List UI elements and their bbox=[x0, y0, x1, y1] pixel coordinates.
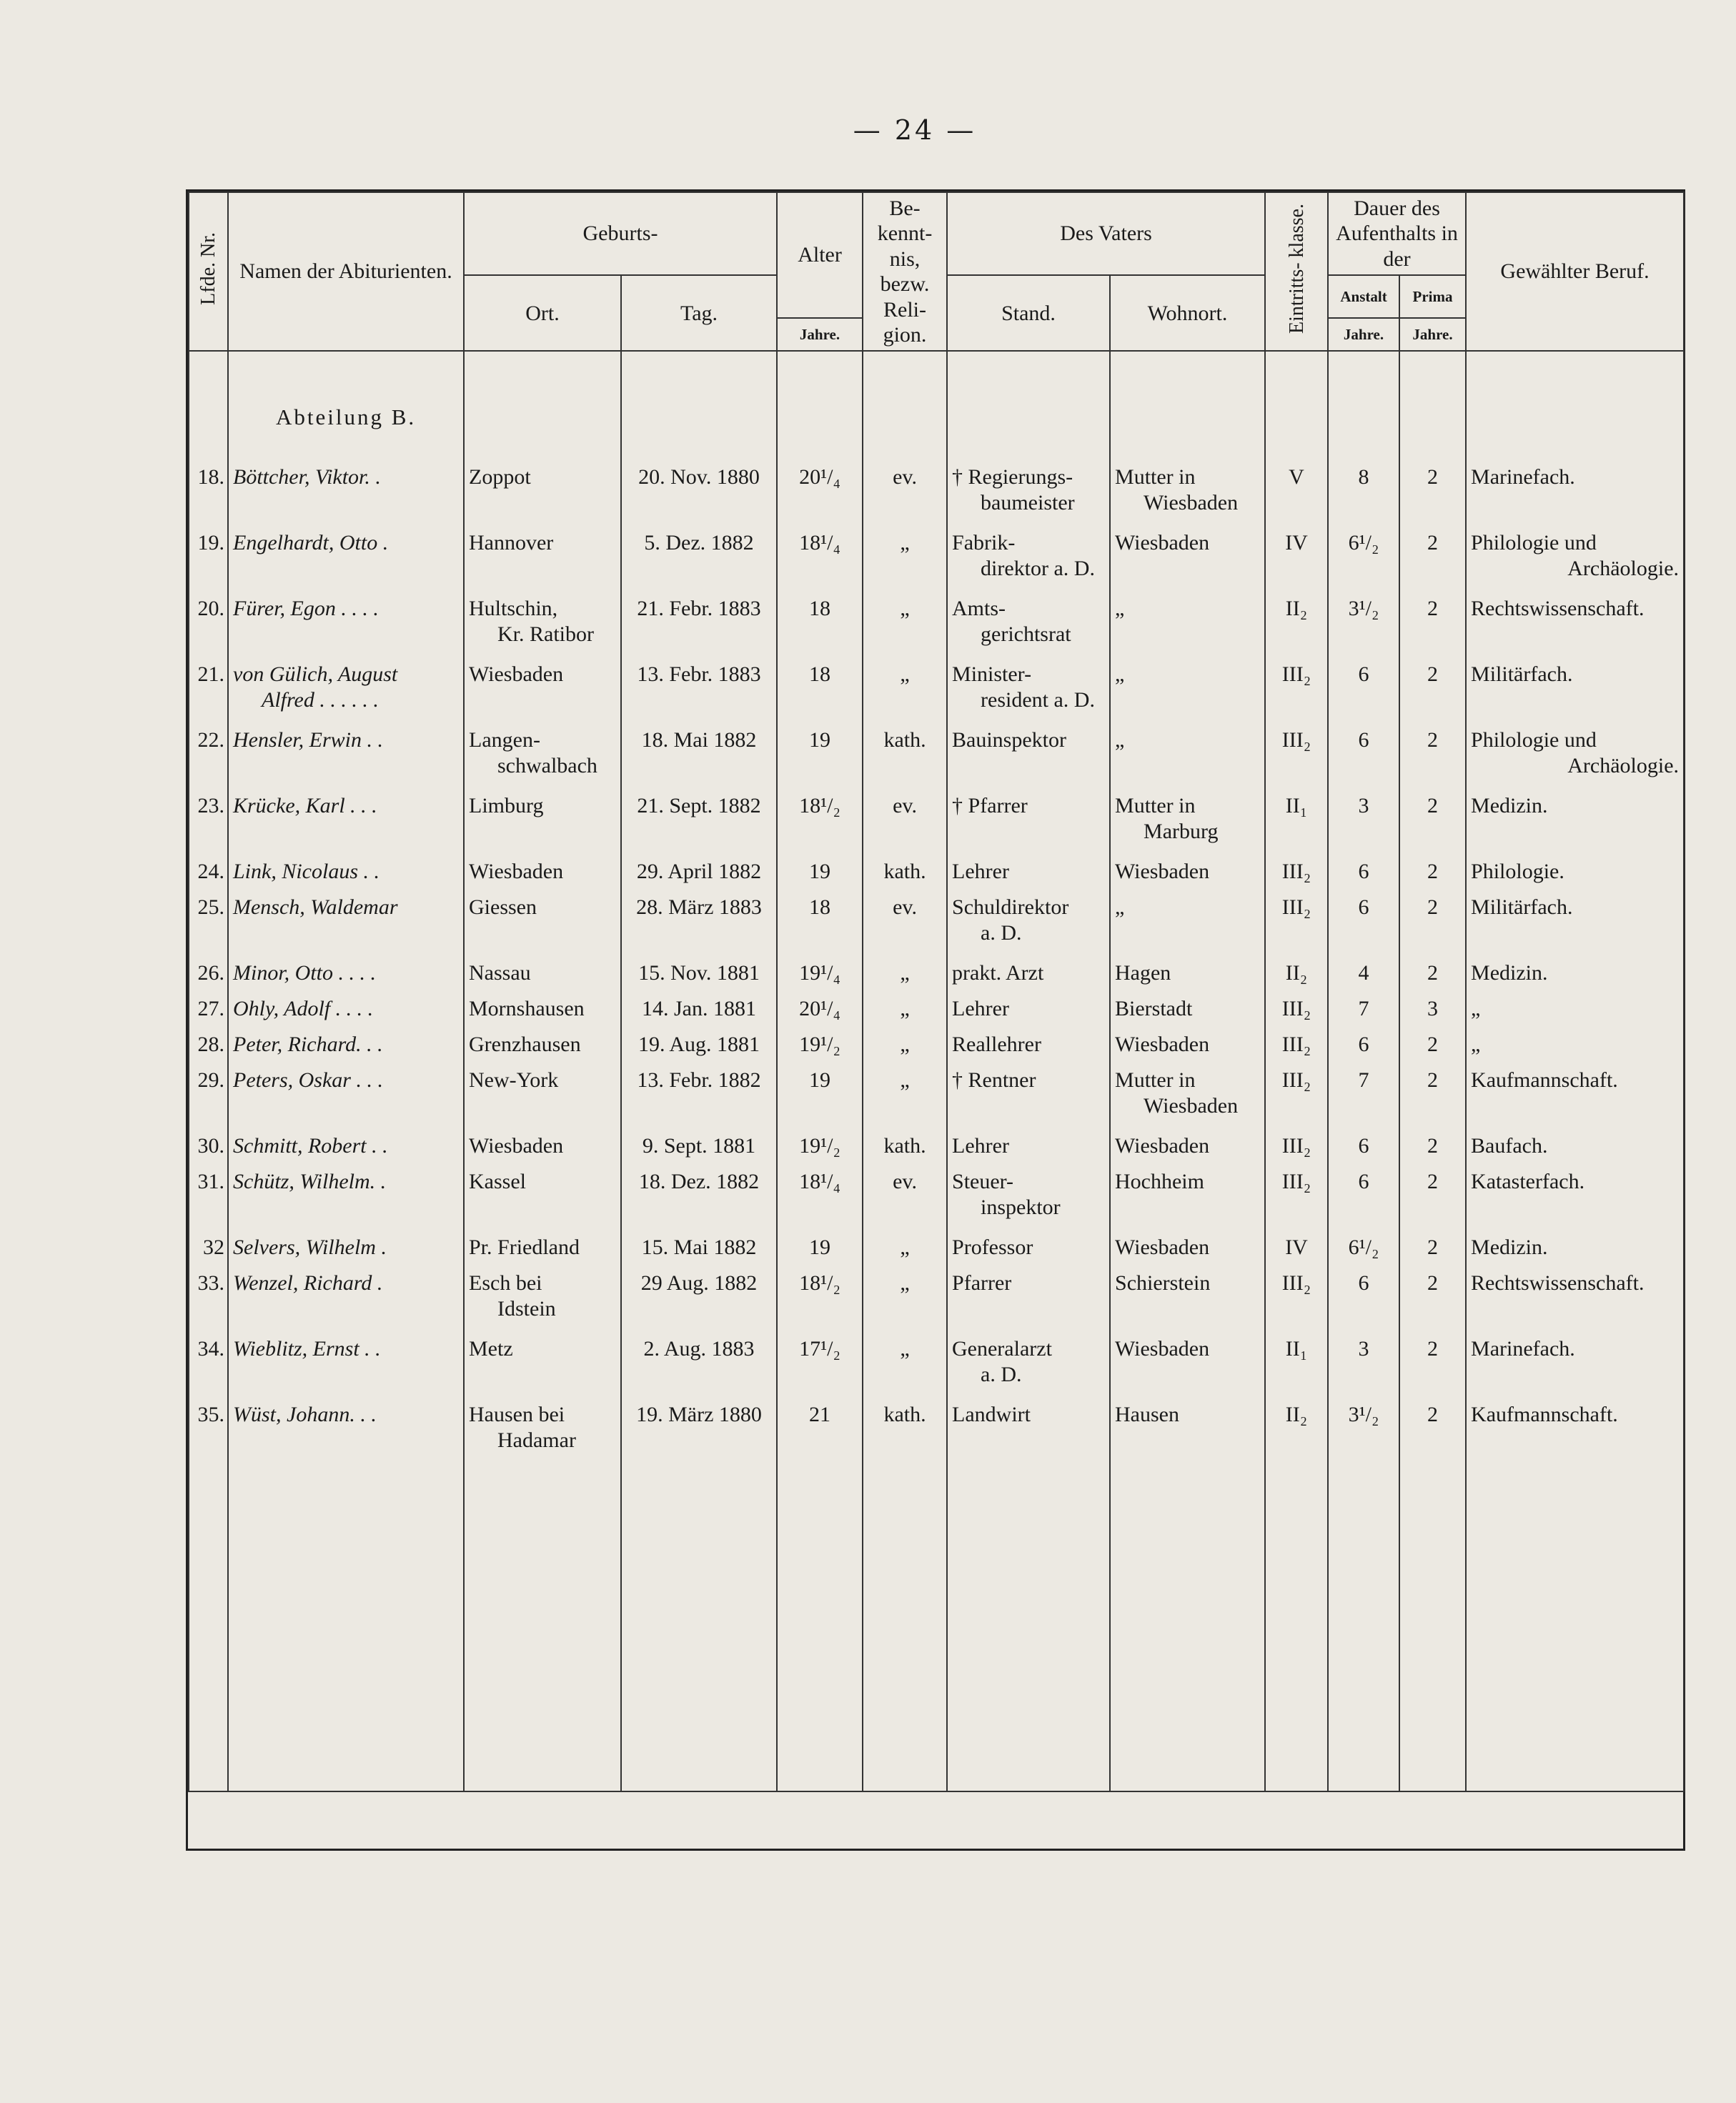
row-father-stand: Schuldirektor a. D. bbox=[947, 893, 1110, 959]
row-religion: „ bbox=[863, 959, 947, 995]
row-birth-date: 19. Aug. 1881 bbox=[621, 1030, 777, 1066]
row-father-stand: Bauinspektor bbox=[947, 726, 1110, 792]
row-father-stand: Professor bbox=[947, 1233, 1110, 1269]
row-age: 20¹/₄ bbox=[777, 995, 863, 1030]
row-religion: kath. bbox=[863, 857, 947, 893]
row-father-wohnort: „ bbox=[1110, 893, 1265, 959]
row-number: 34. bbox=[189, 1335, 228, 1401]
row-eintrittsklasse: V bbox=[1265, 463, 1328, 529]
row-number: 32 bbox=[189, 1233, 228, 1269]
row-prima-jahre: 2 bbox=[1399, 726, 1466, 792]
row-name: Selvers, Wilhelm . bbox=[228, 1233, 464, 1269]
row-birth-place: Wiesbaden bbox=[464, 857, 621, 893]
row-name: Wieblitz, Ernst . . bbox=[228, 1335, 464, 1401]
row-name: von Gülich, August Alfred . . . . . . bbox=[228, 660, 464, 726]
row-birth-place: Nassau bbox=[464, 959, 621, 995]
row-age: 21 bbox=[777, 1401, 863, 1466]
row-father-wohnort: Wiesbaden bbox=[1110, 857, 1265, 893]
row-birth-place: Hannover bbox=[464, 529, 621, 595]
row-anstalt-jahre: 6 bbox=[1328, 726, 1399, 792]
row-father-stand: Steuer- inspektor bbox=[947, 1168, 1110, 1233]
row-number: 27. bbox=[189, 995, 228, 1030]
table-row bbox=[189, 463, 1684, 529]
row-eintrittsklasse: II₁ bbox=[1265, 1335, 1328, 1401]
row-religion: kath. bbox=[863, 1401, 947, 1466]
row-prima-jahre: 2 bbox=[1399, 1066, 1466, 1132]
row-prima-jahre: 2 bbox=[1399, 857, 1466, 893]
row-birth-place: Langen- schwalbach bbox=[464, 726, 621, 792]
row-age: 19¹/₄ bbox=[777, 959, 863, 995]
row-father-stand: Lehrer bbox=[947, 857, 1110, 893]
row-birth-place: Hultschin, Kr. Ratibor bbox=[464, 595, 621, 660]
row-prima-jahre: 2 bbox=[1399, 1030, 1466, 1066]
table-row bbox=[189, 595, 1684, 660]
row-birth-place: Giessen bbox=[464, 893, 621, 959]
row-anstalt-jahre: 8 bbox=[1328, 463, 1399, 529]
row-anstalt-jahre: 6 bbox=[1328, 1030, 1399, 1066]
row-beruf: Rechtswissenschaft. bbox=[1466, 595, 1684, 660]
row-number: 35. bbox=[189, 1401, 228, 1466]
row-father-stand: Amts- gerichtsrat bbox=[947, 595, 1110, 660]
row-birth-place: Esch bei Idstein bbox=[464, 1269, 621, 1335]
row-beruf: Philologie und Archäologie. bbox=[1466, 529, 1684, 595]
row-prima-jahre: 2 bbox=[1399, 792, 1466, 857]
row-eintrittsklasse: III₂ bbox=[1265, 1066, 1328, 1132]
row-beruf: Kaufmannschaft. bbox=[1466, 1401, 1684, 1466]
row-number: 31. bbox=[189, 1168, 228, 1233]
row-name: Schütz, Wilhelm. . bbox=[228, 1168, 464, 1233]
row-religion: „ bbox=[863, 529, 947, 595]
row-anstalt-jahre: 6 bbox=[1328, 857, 1399, 893]
row-birth-date: 18. Mai 1882 bbox=[621, 726, 777, 792]
row-age: 18 bbox=[777, 660, 863, 726]
row-number: 29. bbox=[189, 1066, 228, 1132]
row-anstalt-jahre: 7 bbox=[1328, 1066, 1399, 1132]
row-number: 33. bbox=[189, 1269, 228, 1335]
row-birth-date: 19. März 1880 bbox=[621, 1401, 777, 1466]
row-beruf: Baufach. bbox=[1466, 1132, 1684, 1168]
table-body bbox=[189, 351, 1684, 1791]
row-beruf: Medizin. bbox=[1466, 959, 1684, 995]
row-age: 18 bbox=[777, 893, 863, 959]
abiturienten-table bbox=[188, 192, 1685, 1792]
row-name: Peters, Oskar . . . bbox=[228, 1066, 464, 1132]
row-age: 18¹/₄ bbox=[777, 1168, 863, 1233]
row-father-stand: † Pfarrer bbox=[947, 792, 1110, 857]
row-prima-jahre: 2 bbox=[1399, 463, 1466, 529]
row-age: 18 bbox=[777, 595, 863, 660]
row-prima-jahre: 2 bbox=[1399, 595, 1466, 660]
row-religion: „ bbox=[863, 660, 947, 726]
row-prima-jahre: 2 bbox=[1399, 1168, 1466, 1233]
row-religion: kath. bbox=[863, 1132, 947, 1168]
row-birth-date: 29 Aug. 1882 bbox=[621, 1269, 777, 1335]
row-anstalt-jahre: 3 bbox=[1328, 1335, 1399, 1401]
row-religion: ev. bbox=[863, 463, 947, 529]
row-religion: kath. bbox=[863, 726, 947, 792]
row-beruf: Militärfach. bbox=[1466, 893, 1684, 959]
row-anstalt-jahre: 3 bbox=[1328, 792, 1399, 857]
row-religion: „ bbox=[863, 595, 947, 660]
row-birth-place: Kassel bbox=[464, 1168, 621, 1233]
row-name: Ohly, Adolf . . . . bbox=[228, 995, 464, 1030]
header-eintrittsklasse: Eintritts- klasse. bbox=[1265, 192, 1328, 351]
header-des-vaters: Des Vaters bbox=[947, 192, 1265, 275]
row-father-stand: Pfarrer bbox=[947, 1269, 1110, 1335]
row-anstalt-jahre: 4 bbox=[1328, 959, 1399, 995]
row-beruf: Philologie. bbox=[1466, 857, 1684, 893]
row-birth-date: 28. März 1883 bbox=[621, 893, 777, 959]
row-name: Minor, Otto . . . . bbox=[228, 959, 464, 995]
row-religion: „ bbox=[863, 1335, 947, 1401]
row-birth-date: 29. April 1882 bbox=[621, 857, 777, 893]
row-eintrittsklasse: II₂ bbox=[1265, 595, 1328, 660]
section-row bbox=[189, 351, 1684, 432]
row-age: 17¹/₂ bbox=[777, 1335, 863, 1401]
row-number: 21. bbox=[189, 660, 228, 726]
row-religion: „ bbox=[863, 1269, 947, 1335]
row-religion: „ bbox=[863, 1233, 947, 1269]
table-row bbox=[189, 959, 1684, 995]
row-father-wohnort: „ bbox=[1110, 726, 1265, 792]
row-name: Mensch, Waldemar bbox=[228, 893, 464, 959]
header-lfde-nr: Lfde. Nr. bbox=[189, 192, 228, 351]
header-wohnort: Wohnort. bbox=[1110, 275, 1265, 351]
row-number: 28. bbox=[189, 1030, 228, 1066]
row-father-wohnort: Hochheim bbox=[1110, 1168, 1265, 1233]
header-beruf: Gewählter Beruf. bbox=[1466, 192, 1684, 351]
row-eintrittsklasse: III₂ bbox=[1265, 1269, 1328, 1335]
header-prima-jahre: Jahre. bbox=[1399, 318, 1466, 351]
row-birth-date: 13. Febr. 1882 bbox=[621, 1066, 777, 1132]
row-father-stand: † Rentner bbox=[947, 1066, 1110, 1132]
row-name: Wenzel, Richard . bbox=[228, 1269, 464, 1335]
row-name: Wüst, Johann. . . bbox=[228, 1401, 464, 1466]
row-name: Engelhardt, Otto . bbox=[228, 529, 464, 595]
table-row bbox=[189, 792, 1684, 857]
header-bekenntnis: Be- kennt- nis, bezw. Reli- gion. bbox=[863, 192, 947, 351]
row-number: 30. bbox=[189, 1132, 228, 1168]
row-birth-date: 18. Dez. 1882 bbox=[621, 1168, 777, 1233]
row-name: Schmitt, Robert . . bbox=[228, 1132, 464, 1168]
header-alter-jahre: Jahre. bbox=[777, 318, 863, 351]
row-anstalt-jahre: 6¹/₂ bbox=[1328, 529, 1399, 595]
row-birth-date: 13. Febr. 1883 bbox=[621, 660, 777, 726]
row-eintrittsklasse: II₁ bbox=[1265, 792, 1328, 857]
row-eintrittsklasse: IV bbox=[1265, 1233, 1328, 1269]
row-eintrittsklasse: III₂ bbox=[1265, 995, 1328, 1030]
row-father-stand: prakt. Arzt bbox=[947, 959, 1110, 995]
row-prima-jahre: 2 bbox=[1399, 529, 1466, 595]
row-father-stand: † Regierungs- baumeister bbox=[947, 463, 1110, 529]
row-number: 19. bbox=[189, 529, 228, 595]
row-prima-jahre: 2 bbox=[1399, 1269, 1466, 1335]
row-eintrittsklasse: III₂ bbox=[1265, 726, 1328, 792]
row-age: 18¹/₄ bbox=[777, 529, 863, 595]
row-religion: „ bbox=[863, 1066, 947, 1132]
row-father-wohnort: Hagen bbox=[1110, 959, 1265, 995]
table-row bbox=[189, 1132, 1684, 1168]
row-birth-date: 2. Aug. 1883 bbox=[621, 1335, 777, 1401]
row-beruf: Militärfach. bbox=[1466, 660, 1684, 726]
row-birth-date: 15. Nov. 1881 bbox=[621, 959, 777, 995]
row-number: 26. bbox=[189, 959, 228, 995]
row-beruf: Marinefach. bbox=[1466, 1335, 1684, 1401]
row-number: 22. bbox=[189, 726, 228, 792]
row-father-stand: Reallehrer bbox=[947, 1030, 1110, 1066]
row-eintrittsklasse: III₂ bbox=[1265, 660, 1328, 726]
header-geburts: Geburts- bbox=[464, 192, 777, 275]
row-name: Link, Nicolaus . . bbox=[228, 857, 464, 893]
row-birth-place: Mornshausen bbox=[464, 995, 621, 1030]
row-anstalt-jahre: 6 bbox=[1328, 660, 1399, 726]
header-alter: Alter bbox=[777, 192, 863, 318]
header-dauer: Dauer des Aufenthalts in der bbox=[1328, 192, 1466, 275]
row-prima-jahre: 2 bbox=[1399, 1401, 1466, 1466]
row-prima-jahre: 2 bbox=[1399, 893, 1466, 959]
row-number: 23. bbox=[189, 792, 228, 857]
row-eintrittsklasse: II₂ bbox=[1265, 1401, 1328, 1466]
row-prima-jahre: 2 bbox=[1399, 1132, 1466, 1168]
row-anstalt-jahre: 6 bbox=[1328, 1269, 1399, 1335]
row-number: 18. bbox=[189, 463, 228, 529]
row-age: 18¹/₂ bbox=[777, 1269, 863, 1335]
row-birth-date: 15. Mai 1882 bbox=[621, 1233, 777, 1269]
row-number: 25. bbox=[189, 893, 228, 959]
row-father-wohnort: „ bbox=[1110, 595, 1265, 660]
row-religion: „ bbox=[863, 1030, 947, 1066]
row-age: 19 bbox=[777, 857, 863, 893]
row-age: 18¹/₂ bbox=[777, 792, 863, 857]
row-father-stand: Lehrer bbox=[947, 1132, 1110, 1168]
row-father-wohnort: Bierstadt bbox=[1110, 995, 1265, 1030]
row-anstalt-jahre: 6 bbox=[1328, 893, 1399, 959]
row-age: 20¹/₄ bbox=[777, 463, 863, 529]
row-name: Böttcher, Viktor. . bbox=[228, 463, 464, 529]
row-religion: ev. bbox=[863, 1168, 947, 1233]
row-father-stand: Minister- resident a. D. bbox=[947, 660, 1110, 726]
row-birth-place: Wiesbaden bbox=[464, 1132, 621, 1168]
row-beruf: „ bbox=[1466, 995, 1684, 1030]
row-father-wohnort: Mutter in Wiesbaden bbox=[1110, 463, 1265, 529]
row-birth-place: Limburg bbox=[464, 792, 621, 857]
row-age: 19 bbox=[777, 1233, 863, 1269]
row-father-stand: Fabrik- direktor a. D. bbox=[947, 529, 1110, 595]
table-row bbox=[189, 1269, 1684, 1335]
row-anstalt-jahre: 3¹/₂ bbox=[1328, 1401, 1399, 1466]
row-name: Hensler, Erwin . . bbox=[228, 726, 464, 792]
row-anstalt-jahre: 7 bbox=[1328, 995, 1399, 1030]
row-eintrittsklasse: III₂ bbox=[1265, 893, 1328, 959]
row-name: Fürer, Egon . . . . bbox=[228, 595, 464, 660]
row-beruf: Marinefach. bbox=[1466, 463, 1684, 529]
row-birth-date: 9. Sept. 1881 bbox=[621, 1132, 777, 1168]
table-row bbox=[189, 660, 1684, 726]
row-eintrittsklasse: III₂ bbox=[1265, 1030, 1328, 1066]
row-father-wohnort: Wiesbaden bbox=[1110, 1335, 1265, 1401]
row-birth-date: 21. Febr. 1883 bbox=[621, 595, 777, 660]
table-row bbox=[189, 995, 1684, 1030]
table-row bbox=[189, 857, 1684, 893]
row-father-wohnort: Wiesbaden bbox=[1110, 1132, 1265, 1168]
table-row bbox=[189, 1030, 1684, 1066]
row-father-wohnort: Mutter in Marburg bbox=[1110, 792, 1265, 857]
row-anstalt-jahre: 6 bbox=[1328, 1132, 1399, 1168]
header-prima: Prima bbox=[1399, 275, 1466, 318]
row-beruf: Philologie und Archäologie. bbox=[1466, 726, 1684, 792]
table-header bbox=[189, 192, 1684, 351]
row-eintrittsklasse: III₂ bbox=[1265, 857, 1328, 893]
section-title: Abteilung B. bbox=[228, 351, 464, 432]
header-anstalt-jahre: Jahre. bbox=[1328, 318, 1399, 351]
table-row bbox=[189, 529, 1684, 595]
row-father-wohnort: Mutter in Wiesbaden bbox=[1110, 1066, 1265, 1132]
row-name: Peter, Richard. . . bbox=[228, 1030, 464, 1066]
row-father-stand: Lehrer bbox=[947, 995, 1110, 1030]
row-prima-jahre: 2 bbox=[1399, 660, 1466, 726]
row-anstalt-jahre: 3¹/₂ bbox=[1328, 595, 1399, 660]
row-father-wohnort: Wiesbaden bbox=[1110, 1233, 1265, 1269]
page-number: — 24 — bbox=[853, 114, 977, 146]
row-beruf: Rechtswissenschaft. bbox=[1466, 1269, 1684, 1335]
row-father-wohnort: Wiesbaden bbox=[1110, 529, 1265, 595]
row-birth-date: 14. Jan. 1881 bbox=[621, 995, 777, 1030]
row-beruf: Kaufmannschaft. bbox=[1466, 1066, 1684, 1132]
table-row bbox=[189, 893, 1684, 959]
row-age: 19¹/₂ bbox=[777, 1132, 863, 1168]
row-birth-place: Zoppot bbox=[464, 463, 621, 529]
row-eintrittsklasse: II₂ bbox=[1265, 959, 1328, 995]
row-father-stand: Generalarzt a. D. bbox=[947, 1335, 1110, 1401]
table-row bbox=[189, 726, 1684, 792]
header-ort: Ort. bbox=[464, 275, 621, 351]
row-eintrittsklasse: IV bbox=[1265, 529, 1328, 595]
header-tag: Tag. bbox=[621, 275, 777, 351]
table-row bbox=[189, 1335, 1684, 1401]
header-stand: Stand. bbox=[947, 275, 1110, 351]
row-birth-date: 5. Dez. 1882 bbox=[621, 529, 777, 595]
row-birth-place: Grenzhausen bbox=[464, 1030, 621, 1066]
row-anstalt-jahre: 6 bbox=[1328, 1168, 1399, 1233]
table-row bbox=[189, 1233, 1684, 1269]
row-beruf: „ bbox=[1466, 1030, 1684, 1066]
row-father-stand: Landwirt bbox=[947, 1401, 1110, 1466]
row-eintrittsklasse: III₂ bbox=[1265, 1132, 1328, 1168]
row-birth-place: Pr. Friedland bbox=[464, 1233, 621, 1269]
row-birth-place: Metz bbox=[464, 1335, 621, 1401]
row-birth-date: 21. Sept. 1882 bbox=[621, 792, 777, 857]
row-religion: ev. bbox=[863, 792, 947, 857]
row-prima-jahre: 2 bbox=[1399, 959, 1466, 995]
row-religion: ev. bbox=[863, 893, 947, 959]
row-name: Krücke, Karl . . . bbox=[228, 792, 464, 857]
row-prima-jahre: 2 bbox=[1399, 1335, 1466, 1401]
row-birth-date: 20. Nov. 1880 bbox=[621, 463, 777, 529]
row-father-wohnort: Hausen bbox=[1110, 1401, 1265, 1466]
row-father-wohnort: „ bbox=[1110, 660, 1265, 726]
row-prima-jahre: 2 bbox=[1399, 1233, 1466, 1269]
row-beruf: Medizin. bbox=[1466, 1233, 1684, 1269]
row-father-wohnort: Schierstein bbox=[1110, 1269, 1265, 1335]
row-birth-place: Wiesbaden bbox=[464, 660, 621, 726]
row-birth-place: New-York bbox=[464, 1066, 621, 1132]
row-age: 19 bbox=[777, 726, 863, 792]
row-father-wohnort: Wiesbaden bbox=[1110, 1030, 1265, 1066]
table-row bbox=[189, 1168, 1684, 1233]
row-beruf: Medizin. bbox=[1466, 792, 1684, 857]
row-prima-jahre: 3 bbox=[1399, 995, 1466, 1030]
row-number: 24. bbox=[189, 857, 228, 893]
row-religion: „ bbox=[863, 995, 947, 1030]
header-anstalt: Anstalt bbox=[1328, 275, 1399, 318]
row-birth-place: Hausen bei Hadamar bbox=[464, 1401, 621, 1466]
header-namen: Namen der Abiturienten. bbox=[228, 192, 464, 351]
row-age: 19¹/₂ bbox=[777, 1030, 863, 1066]
table-row bbox=[189, 1066, 1684, 1132]
row-eintrittsklasse: III₂ bbox=[1265, 1168, 1328, 1233]
row-anstalt-jahre: 6¹/₂ bbox=[1328, 1233, 1399, 1269]
table-row bbox=[189, 1401, 1684, 1466]
row-beruf: Katasterfach. bbox=[1466, 1168, 1684, 1233]
row-age: 19 bbox=[777, 1066, 863, 1132]
row-number: 20. bbox=[189, 595, 228, 660]
